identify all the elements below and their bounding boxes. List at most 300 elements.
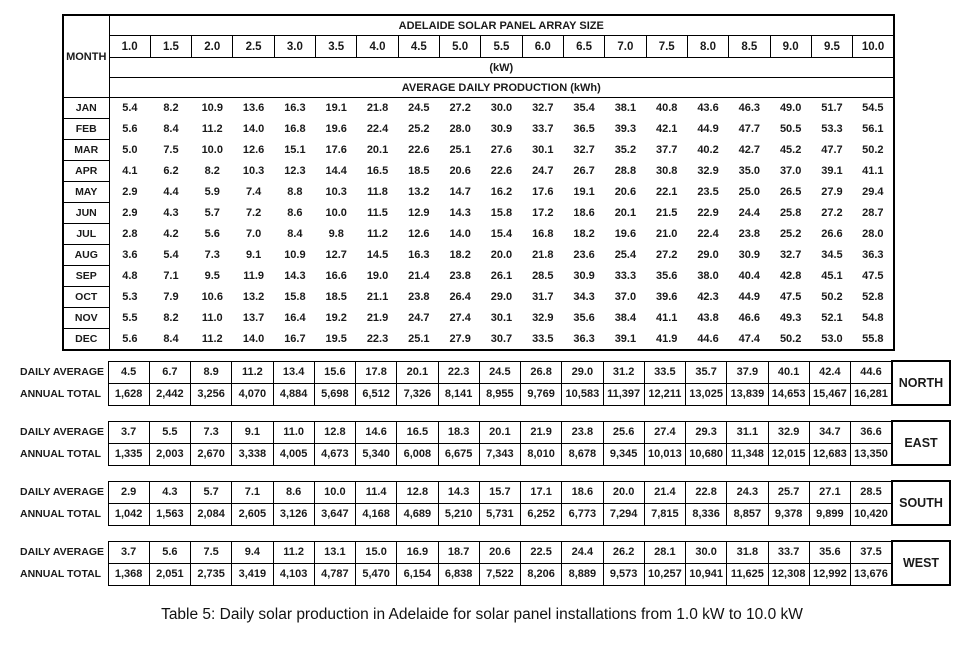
production-value: 5.6 xyxy=(122,123,138,135)
production-value: 28.0 xyxy=(862,228,884,240)
production-value: 54.8 xyxy=(862,312,884,324)
production-value: 10.3 xyxy=(242,165,265,177)
production-value: 32.7 xyxy=(532,102,554,115)
summary-row xyxy=(18,361,950,383)
production-value: 36.3 xyxy=(573,332,595,345)
summary-value: 20.1 xyxy=(479,421,520,443)
summary-value: 36.6 xyxy=(851,421,893,443)
production-value: 46.6 xyxy=(738,312,761,324)
production-value: 37.0 xyxy=(779,165,802,177)
production-value: 14.0 xyxy=(242,332,265,345)
summary-value: 24.3 xyxy=(727,481,768,503)
summary-value: 13,839 xyxy=(727,383,768,405)
summary-value: 4,103 xyxy=(273,563,314,585)
month-label: DEC xyxy=(63,329,109,351)
month-row xyxy=(63,245,894,266)
production-value: 27.2 xyxy=(449,102,471,115)
summary-value: 11,397 xyxy=(603,383,644,405)
production-value: 8.8 xyxy=(287,186,303,198)
summary-value: 6,008 xyxy=(397,443,438,465)
summary-value: 22.3 xyxy=(438,361,479,383)
production-value: 4.4 xyxy=(163,186,179,198)
production-value: 10.9 xyxy=(284,249,306,261)
array-size-header: 2.0 xyxy=(192,36,233,58)
month-row xyxy=(63,287,894,308)
production-value: 10.6 xyxy=(201,291,223,303)
summary-value: 5,698 xyxy=(314,383,355,405)
production-subheader: AVERAGE DAILY PRODUCTION (kWh) xyxy=(109,78,894,98)
month-row xyxy=(63,119,894,140)
production-value: 35.0 xyxy=(738,165,761,177)
production-value: 25.2 xyxy=(779,228,802,240)
production-value: 8.2 xyxy=(204,165,220,177)
production-value: 24.7 xyxy=(408,312,430,324)
production-value: 7.2 xyxy=(245,207,262,219)
summary-value: 4,070 xyxy=(232,383,273,405)
summary-value: 30.0 xyxy=(686,541,727,563)
orientation-label: WEST xyxy=(892,541,950,585)
summary-value: 9,573 xyxy=(603,563,644,585)
summary-value: 15,467 xyxy=(809,383,850,405)
production-value: 4.8 xyxy=(122,270,138,282)
production-value: 32.9 xyxy=(532,312,554,324)
summary-table-north xyxy=(18,360,951,406)
production-value: 7.4 xyxy=(245,186,262,198)
summary-value: 8,010 xyxy=(521,443,562,465)
production-value: 26.1 xyxy=(490,270,513,282)
summary-value: 26.2 xyxy=(603,541,644,563)
orientation-label: EAST xyxy=(892,421,950,465)
production-value: 42.1 xyxy=(656,123,678,135)
summary-value: 4,884 xyxy=(273,383,314,405)
production-value: 11.8 xyxy=(367,186,388,198)
array-size-header: 5.0 xyxy=(440,36,481,58)
production-value: 20.1 xyxy=(614,207,637,219)
production-value: 29.4 xyxy=(862,186,884,198)
summary-value: 40.1 xyxy=(768,361,809,383)
production-value: 37.7 xyxy=(656,144,678,156)
production-value: 12.6 xyxy=(408,228,430,240)
summary-row-label: DAILY AVERAGE xyxy=(20,486,105,498)
production-value: 50.2 xyxy=(779,332,802,345)
summary-value: 18.3 xyxy=(438,421,479,443)
summary-value: 15.7 xyxy=(479,481,520,503)
summary-value: 5,340 xyxy=(356,443,397,465)
summary-value: 7,343 xyxy=(479,443,520,465)
production-value: 16.8 xyxy=(532,228,554,240)
summary-value: 22.8 xyxy=(686,481,727,503)
summary-value: 2,003 xyxy=(149,443,190,465)
summary-value: 8,889 xyxy=(562,563,603,585)
summary-value: 12.8 xyxy=(314,421,355,443)
summary-value: 3,647 xyxy=(314,503,355,525)
production-value: 25.8 xyxy=(779,207,802,219)
production-value: 15.8 xyxy=(490,207,513,219)
production-value: 30.9 xyxy=(490,123,513,135)
production-value: 43.8 xyxy=(697,312,719,324)
production-value: 35.6 xyxy=(656,270,678,282)
production-value: 46.3 xyxy=(738,102,761,115)
summary-table-west xyxy=(18,540,951,586)
monthly-production-table xyxy=(62,14,895,351)
summary-value: 32.9 xyxy=(768,421,809,443)
summary-value: 10,420 xyxy=(851,503,893,525)
summary-value: 4,168 xyxy=(356,503,397,525)
production-value: 25.4 xyxy=(614,249,637,261)
production-value: 5.9 xyxy=(204,186,220,198)
summary-value: 10,583 xyxy=(562,383,603,405)
production-value: 49.3 xyxy=(779,312,802,324)
summary-value: 15.6 xyxy=(314,361,355,383)
production-value: 30.0 xyxy=(490,102,513,115)
production-value: 10.3 xyxy=(325,186,347,198)
summary-row-label: ANNUAL TOTAL xyxy=(20,568,102,580)
production-value: 9.5 xyxy=(204,270,220,282)
production-value: 35.6 xyxy=(573,312,595,324)
production-value: 40.4 xyxy=(738,270,761,282)
summary-value: 13,676 xyxy=(851,563,893,585)
summary-value: 2,051 xyxy=(149,563,190,585)
production-value: 30.1 xyxy=(532,144,554,156)
production-value: 47.5 xyxy=(862,270,884,282)
production-value: 29.0 xyxy=(490,291,513,303)
production-value: 12.6 xyxy=(242,144,265,156)
summary-row-label: DAILY AVERAGE xyxy=(20,546,105,558)
summary-value: 9,769 xyxy=(521,383,562,405)
production-value: 50.5 xyxy=(779,123,802,135)
summary-value: 11.0 xyxy=(273,421,314,443)
production-value: 23.8 xyxy=(449,270,471,282)
production-value: 36.3 xyxy=(862,249,884,261)
production-value: 41.9 xyxy=(656,332,678,345)
orientation-label: NORTH xyxy=(892,361,950,405)
summary-value: 6,512 xyxy=(356,383,397,405)
summary-value: 7,294 xyxy=(603,503,644,525)
production-value: 34.3 xyxy=(573,291,595,303)
production-value: 19.6 xyxy=(614,228,637,240)
production-value: 21.8 xyxy=(366,102,389,115)
summary-value: 29.3 xyxy=(686,421,727,443)
summary-value: 12,992 xyxy=(809,563,850,585)
production-value: 8.4 xyxy=(163,332,179,345)
summary-value: 8,336 xyxy=(686,503,727,525)
summary-value: 3.7 xyxy=(108,421,149,443)
production-value: 20.0 xyxy=(490,249,513,261)
month-row xyxy=(63,266,894,287)
production-value: 33.7 xyxy=(532,123,554,135)
production-value: 22.9 xyxy=(697,207,719,219)
summary-value: 6.7 xyxy=(149,361,190,383)
production-value: 27.6 xyxy=(490,144,513,156)
month-row xyxy=(63,224,894,245)
summary-value: 34.7 xyxy=(809,421,850,443)
production-value: 4.1 xyxy=(122,165,138,177)
production-value: 9.8 xyxy=(328,228,344,240)
production-value: 42.7 xyxy=(738,144,761,156)
production-value: 5.5 xyxy=(122,312,138,324)
summary-value: 5.7 xyxy=(191,481,232,503)
production-value: 23.8 xyxy=(738,228,761,240)
array-size-header: 3.5 xyxy=(316,36,357,58)
production-value: 24.5 xyxy=(408,102,430,115)
production-value: 16.6 xyxy=(325,270,347,282)
production-value: 2.8 xyxy=(122,228,138,240)
summary-value: 26.8 xyxy=(521,361,562,383)
production-value: 49.0 xyxy=(779,102,802,115)
summary-value: 11.4 xyxy=(356,481,397,503)
production-value: 42.3 xyxy=(697,291,719,303)
summary-value: 12,683 xyxy=(809,443,850,465)
production-value: 22.3 xyxy=(366,332,389,345)
production-value: 38.1 xyxy=(614,102,637,115)
summary-value: 1,628 xyxy=(108,383,149,405)
production-value: 41.1 xyxy=(656,312,678,324)
summary-value: 5,470 xyxy=(356,563,397,585)
production-value: 16.7 xyxy=(284,332,306,345)
production-value: 23.5 xyxy=(697,186,719,198)
production-value: 55.8 xyxy=(862,332,884,345)
production-value: 7.9 xyxy=(163,291,179,303)
production-value: 16.5 xyxy=(366,165,389,177)
production-value: 14.0 xyxy=(449,228,471,240)
production-value: 21.8 xyxy=(532,249,554,261)
summary-value: 25.6 xyxy=(603,421,644,443)
month-row xyxy=(63,308,894,329)
summary-value: 6,773 xyxy=(562,503,603,525)
summary-value: 9.1 xyxy=(232,421,273,443)
month-row xyxy=(63,182,894,203)
production-value: 8.4 xyxy=(163,123,179,135)
production-value: 30.9 xyxy=(573,270,595,282)
summary-value: 20.6 xyxy=(479,541,520,563)
month-column-header: MONTH xyxy=(63,15,109,98)
summary-value: 2,605 xyxy=(232,503,273,525)
production-value: 39.1 xyxy=(614,332,637,345)
production-value: 10.0 xyxy=(325,207,347,219)
production-value: 11.5 xyxy=(367,207,388,219)
production-value: 2.9 xyxy=(122,207,138,219)
production-value: 54.5 xyxy=(862,102,884,115)
production-value: 44.9 xyxy=(738,291,761,303)
production-value: 22.4 xyxy=(697,228,719,240)
production-value: 13.2 xyxy=(242,291,265,303)
summary-value: 8,206 xyxy=(521,563,562,585)
production-value: 3.6 xyxy=(122,249,138,261)
summary-value: 2,735 xyxy=(191,563,232,585)
summary-value: 14.6 xyxy=(356,421,397,443)
production-value: 30.7 xyxy=(490,332,513,345)
summary-value: 13.4 xyxy=(273,361,314,383)
production-value: 50.2 xyxy=(821,291,843,303)
production-value: 28.0 xyxy=(449,123,471,135)
production-value: 12.3 xyxy=(284,165,306,177)
summary-value: 14.3 xyxy=(438,481,479,503)
production-value: 7.1 xyxy=(163,270,179,282)
summary-row-label: ANNUAL TOTAL xyxy=(20,388,102,400)
month-label: APR xyxy=(63,161,109,182)
summary-value: 4,689 xyxy=(397,503,438,525)
production-value: 33.3 xyxy=(614,270,637,282)
production-value: 5.4 xyxy=(122,102,138,115)
production-value: 28.5 xyxy=(532,270,554,282)
summary-value: 14,653 xyxy=(768,383,809,405)
production-value: 9.1 xyxy=(245,249,262,261)
production-value: 27.2 xyxy=(821,207,843,219)
production-value: 13.6 xyxy=(242,102,265,115)
month-label: SEP xyxy=(63,266,109,287)
summary-value: 16,281 xyxy=(851,383,893,405)
production-value: 27.4 xyxy=(449,312,471,324)
array-size-header: 3.0 xyxy=(274,36,315,58)
month-row xyxy=(63,203,894,224)
production-value: 5.6 xyxy=(122,332,138,345)
production-value: 53.3 xyxy=(821,123,843,135)
production-value: 19.6 xyxy=(325,123,347,135)
summary-row xyxy=(18,563,950,585)
summary-value: 2,442 xyxy=(149,383,190,405)
array-size-header: 9.0 xyxy=(770,36,811,58)
production-value: 5.3 xyxy=(122,291,138,303)
summary-value: 7.3 xyxy=(191,421,232,443)
summary-value: 9,899 xyxy=(809,503,850,525)
array-size-header: 6.5 xyxy=(563,36,604,58)
summary-value: 20.0 xyxy=(603,481,644,503)
production-value: 44.6 xyxy=(697,332,719,345)
production-value: 11.9 xyxy=(243,270,264,282)
summary-value: 10.0 xyxy=(314,481,355,503)
production-value: 14.3 xyxy=(449,207,471,219)
summary-value: 28.1 xyxy=(644,541,685,563)
summary-value: 29.0 xyxy=(562,361,603,383)
production-value: 14.5 xyxy=(366,249,389,261)
production-value: 14.7 xyxy=(449,186,471,198)
array-size-header: 7.0 xyxy=(605,36,646,58)
summary-row xyxy=(18,443,950,465)
production-value: 32.7 xyxy=(573,144,595,156)
summary-value: 5,210 xyxy=(438,503,479,525)
summary-value: 3,256 xyxy=(191,383,232,405)
summary-value: 27.4 xyxy=(644,421,685,443)
array-size-header: 5.5 xyxy=(481,36,522,58)
production-value: 15.4 xyxy=(490,228,513,240)
production-value: 35.2 xyxy=(614,144,637,156)
production-value: 5.6 xyxy=(204,228,220,240)
production-value: 30.1 xyxy=(490,312,513,324)
production-value: 41.1 xyxy=(862,165,884,177)
summary-value: 22.5 xyxy=(521,541,562,563)
production-value: 27.9 xyxy=(449,332,471,345)
month-row xyxy=(63,98,894,119)
production-value: 12.9 xyxy=(408,207,430,219)
summary-value: 25.7 xyxy=(768,481,809,503)
production-value: 19.2 xyxy=(325,312,347,324)
production-value: 11.2 xyxy=(201,332,223,345)
summary-value: 8.6 xyxy=(273,481,314,503)
summary-value: 8,955 xyxy=(479,383,520,405)
array-size-header: 8.5 xyxy=(729,36,770,58)
month-label: MAR xyxy=(63,140,109,161)
production-value: 30.9 xyxy=(738,249,761,261)
array-size-header: 8.0 xyxy=(687,36,728,58)
summary-value: 4.3 xyxy=(149,481,190,503)
production-value: 4.2 xyxy=(163,228,179,240)
production-value: 26.4 xyxy=(449,291,471,303)
month-label: JUN xyxy=(63,203,109,224)
production-value: 16.8 xyxy=(284,123,306,135)
summary-value: 35.7 xyxy=(686,361,727,383)
production-value: 21.4 xyxy=(408,270,430,282)
array-size-header: 10.0 xyxy=(853,36,894,58)
production-value: 43.6 xyxy=(697,102,719,115)
orientation-label: SOUTH xyxy=(892,481,950,525)
production-value: 34.5 xyxy=(821,249,843,261)
array-size-header: 1.0 xyxy=(109,36,150,58)
production-value: 18.2 xyxy=(449,249,471,261)
production-value: 25.1 xyxy=(408,332,430,345)
production-value: 22.6 xyxy=(408,144,430,156)
production-value: 23.8 xyxy=(408,291,430,303)
production-value: 16.2 xyxy=(490,186,513,198)
summary-table-south xyxy=(18,480,951,526)
summary-value: 2,670 xyxy=(191,443,232,465)
production-value: 7.5 xyxy=(163,144,179,156)
production-value: 2.9 xyxy=(122,186,138,198)
summary-value: 31.1 xyxy=(727,421,768,443)
summary-value: 1,368 xyxy=(108,563,149,585)
production-value: 25.0 xyxy=(738,186,761,198)
array-size-header: 1.5 xyxy=(150,36,191,58)
summary-row xyxy=(18,421,950,443)
summary-value: 4,673 xyxy=(314,443,355,465)
production-value: 8.2 xyxy=(163,312,179,324)
summary-value: 10,941 xyxy=(686,563,727,585)
summary-value: 7,522 xyxy=(479,563,520,585)
month-label: JAN xyxy=(63,98,109,119)
production-value: 29.0 xyxy=(697,249,719,261)
production-value: 26.6 xyxy=(821,228,843,240)
summary-value: 11.2 xyxy=(232,361,273,383)
production-value: 20.1 xyxy=(366,144,389,156)
summary-value: 7,815 xyxy=(644,503,685,525)
summary-value: 12,015 xyxy=(768,443,809,465)
table-caption: Table 5: Daily solar production in Adelaide for solar panel installations from 1.0 kW to 10.0 kW xyxy=(161,606,803,623)
production-value: 24.4 xyxy=(738,207,761,219)
month-row xyxy=(63,161,894,182)
summary-value: 3,419 xyxy=(232,563,273,585)
month-label: OCT xyxy=(63,287,109,308)
summary-value: 8,857 xyxy=(727,503,768,525)
production-value: 53.0 xyxy=(821,332,843,345)
summary-value: 5.6 xyxy=(149,541,190,563)
production-value: 20.6 xyxy=(449,165,471,177)
array-size-header: 4.5 xyxy=(398,36,439,58)
summary-value: 1,042 xyxy=(108,503,149,525)
production-value: 17.6 xyxy=(325,144,347,156)
summary-value: 10,680 xyxy=(686,443,727,465)
summary-value: 20.1 xyxy=(397,361,438,383)
month-label: MAY xyxy=(63,182,109,203)
summary-value: 37.5 xyxy=(851,541,893,563)
production-value: 19.1 xyxy=(325,102,347,115)
production-value: 18.6 xyxy=(573,207,595,219)
production-value: 18.5 xyxy=(408,165,430,177)
summary-row xyxy=(18,481,950,503)
production-value: 23.6 xyxy=(573,249,595,261)
summary-value: 8,141 xyxy=(438,383,479,405)
production-value: 32.7 xyxy=(779,249,802,261)
summary-value: 8,678 xyxy=(562,443,603,465)
summary-value: 18.7 xyxy=(438,541,479,563)
